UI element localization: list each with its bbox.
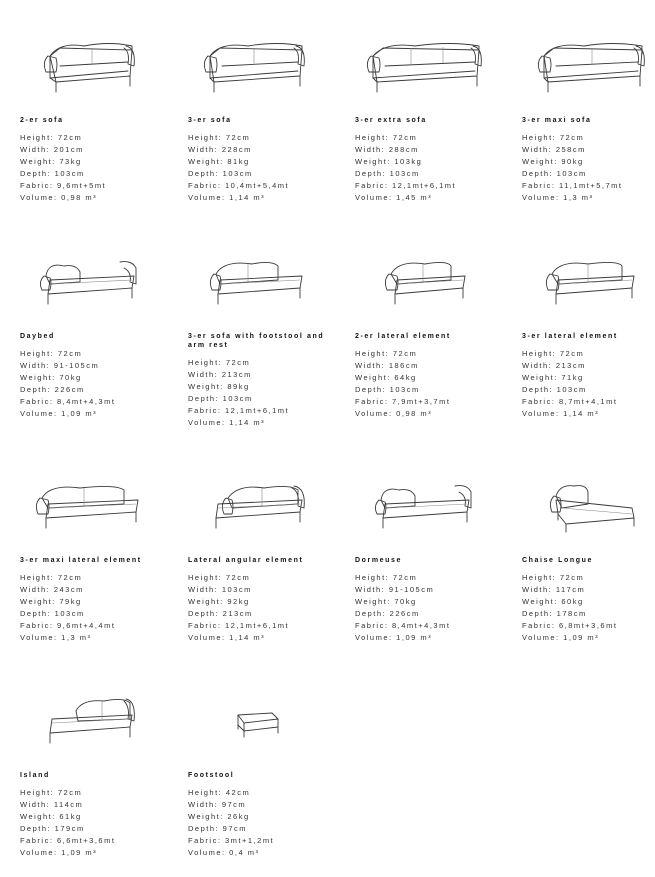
product-title: 2-er lateral element bbox=[355, 333, 451, 340]
chaise-longue-icon bbox=[522, 478, 655, 553]
spec-weight: Weight: 92kg bbox=[188, 597, 250, 607]
spec-depth: Depth: 97cm bbox=[188, 824, 248, 834]
spec-volume: Volume: 1,09 m³ bbox=[20, 848, 98, 858]
spec-weight: Weight: 64kg bbox=[355, 373, 417, 383]
spec-height: Height: 72cm bbox=[20, 133, 83, 142]
spec-fabric: Fabric: 8,4mt+4,3mt bbox=[20, 397, 116, 407]
spec-volume: Volume: 1,3 m³ bbox=[522, 193, 594, 203]
daybed-icon bbox=[20, 254, 155, 329]
spec-weight: Weight: 61kg bbox=[20, 812, 82, 822]
spec-volume: Volume: 1,09 m³ bbox=[522, 633, 600, 643]
spec-volume: Volume: 0,98 m³ bbox=[355, 409, 433, 419]
spec-depth: Depth: 213cm bbox=[188, 609, 253, 619]
spec-weight: Weight: 70kg bbox=[355, 597, 417, 607]
product-title: Lateral angular element bbox=[188, 557, 304, 564]
spec-width: Width: 228cm bbox=[188, 145, 252, 155]
spec-height: Height: 72cm bbox=[188, 133, 251, 142]
product-title: Island bbox=[20, 772, 50, 779]
product-title: 3-er maxi lateral element bbox=[20, 557, 142, 564]
spec-volume: Volume: 1,14 m³ bbox=[188, 193, 266, 203]
spec-volume: Volume: 0,98 m³ bbox=[20, 193, 98, 203]
spec-depth: Depth: 103cm bbox=[20, 169, 85, 179]
spec-width: Width: 258cm bbox=[522, 145, 586, 155]
product-title: 2-er sofa bbox=[20, 117, 64, 124]
lateral-angular-icon bbox=[188, 478, 323, 553]
spec-height: Height: 72cm bbox=[20, 788, 83, 797]
spec-height: Height: 72cm bbox=[188, 573, 251, 582]
spec-width: Width: 186cm bbox=[355, 361, 419, 371]
product-title: Daybed bbox=[20, 333, 55, 340]
island-icon bbox=[20, 693, 155, 768]
spec-width: Width: 288cm bbox=[355, 145, 419, 155]
product-title: 3-er sofa with footstool and arm rest bbox=[188, 333, 325, 349]
spec-width: Width: 117cm bbox=[522, 585, 586, 595]
spec-height: Height: 72cm bbox=[355, 133, 418, 142]
spec-volume: Volume: 1,3 m³ bbox=[20, 633, 92, 643]
spec-width: Width: 213cm bbox=[188, 370, 252, 380]
product-title: Dormeuse bbox=[355, 557, 403, 564]
spec-depth: Depth: 103cm bbox=[355, 385, 420, 395]
spec-weight: Weight: 73kg bbox=[20, 157, 82, 167]
spec-fabric: Fabric: 6,6mt+3,6mt bbox=[20, 836, 116, 846]
product-title: Footstool bbox=[188, 772, 235, 779]
spec-volume: Volume: 1,14 m³ bbox=[188, 418, 266, 428]
product-title: 3-er extra sofa bbox=[355, 117, 427, 124]
sofa-3er-extra-icon bbox=[355, 38, 490, 113]
spec-fabric: Fabric: 12,1mt+6,1mt bbox=[188, 406, 290, 416]
spec-fabric: Fabric: 8,4mt+4,3mt bbox=[355, 621, 451, 631]
spec-depth: Depth: 178cm bbox=[522, 609, 587, 619]
spec-height: Height: 72cm bbox=[522, 349, 585, 358]
spec-fabric: Fabric: 8,7mt+4,1mt bbox=[522, 397, 618, 407]
spec-depth: Depth: 226cm bbox=[355, 609, 420, 619]
spec-volume: Volume: 1,45 m³ bbox=[355, 193, 433, 203]
sofa-footstool-armrest-icon bbox=[188, 254, 323, 329]
spec-volume: Volume: 1,14 m³ bbox=[522, 409, 600, 419]
spec-fabric: Fabric: 3mt+1,2mt bbox=[188, 836, 275, 846]
spec-height: Height: 72cm bbox=[20, 349, 83, 358]
spec-width: Width: 201cm bbox=[20, 145, 84, 155]
lateral-3er-maxi-icon bbox=[20, 478, 155, 553]
spec-weight: Weight: 89kg bbox=[188, 382, 250, 392]
spec-height: Height: 72cm bbox=[188, 358, 251, 367]
spec-depth: Depth: 103cm bbox=[20, 609, 85, 619]
spec-height: Height: 42cm bbox=[188, 788, 251, 797]
spec-depth: Depth: 226cm bbox=[20, 385, 85, 395]
spec-width: Width: 91-105cm bbox=[20, 361, 100, 371]
product-title: 3-er maxi sofa bbox=[522, 117, 592, 124]
spec-height: Height: 72cm bbox=[355, 349, 418, 358]
spec-weight: Weight: 26kg bbox=[188, 812, 250, 822]
spec-fabric: Fabric: 9,6mt+5mt bbox=[20, 181, 107, 191]
spec-fabric: Fabric: 7,9mt+3,7mt bbox=[355, 397, 451, 407]
product-title: 3-er lateral element bbox=[522, 333, 618, 340]
spec-width: Width: 91-105cm bbox=[355, 585, 435, 595]
sofa-2er-icon bbox=[20, 38, 155, 113]
dormeuse-icon bbox=[355, 478, 490, 553]
spec-width: Width: 114cm bbox=[20, 800, 84, 810]
spec-volume: Volume: 1,14 m³ bbox=[188, 633, 266, 643]
spec-volume: Volume: 1,09 m³ bbox=[355, 633, 433, 643]
spec-depth: Depth: 103cm bbox=[188, 169, 253, 179]
spec-weight: Weight: 60kg bbox=[522, 597, 584, 607]
spec-depth: Depth: 103cm bbox=[188, 394, 253, 404]
spec-width: Width: 213cm bbox=[522, 361, 586, 371]
sofa-3er-maxi-icon bbox=[522, 38, 655, 113]
spec-weight: Weight: 71kg bbox=[522, 373, 584, 383]
spec-weight: Weight: 103kg bbox=[355, 157, 423, 167]
spec-height: Height: 72cm bbox=[522, 133, 585, 142]
spec-weight: Weight: 90kg bbox=[522, 157, 584, 167]
product-title: Chaise Longue bbox=[522, 557, 593, 564]
spec-fabric: Fabric: 12,1mt+6,1mt bbox=[188, 621, 290, 631]
spec-width: Width: 243cm bbox=[20, 585, 84, 595]
spec-depth: Depth: 103cm bbox=[355, 169, 420, 179]
spec-depth: Depth: 103cm bbox=[522, 169, 587, 179]
spec-weight: Weight: 81kg bbox=[188, 157, 250, 167]
spec-height: Height: 72cm bbox=[355, 573, 418, 582]
spec-fabric: Fabric: 6,8mt+3,6mt bbox=[522, 621, 618, 631]
sofa-3er-icon bbox=[188, 38, 323, 113]
spec-width: Width: 97cm bbox=[188, 800, 247, 810]
spec-weight: Weight: 79kg bbox=[20, 597, 82, 607]
spec-volume: Volume: 0,4 m³ bbox=[188, 848, 260, 858]
spec-width: Width: 103cm bbox=[188, 585, 252, 595]
spec-depth: Depth: 179cm bbox=[20, 824, 85, 834]
lateral-3er-icon bbox=[522, 254, 655, 329]
spec-height: Height: 72cm bbox=[20, 573, 83, 582]
footstool-icon bbox=[188, 693, 323, 768]
spec-volume: Volume: 1,09 m³ bbox=[20, 409, 98, 419]
lateral-2er-icon bbox=[355, 254, 490, 329]
spec-fabric: Fabric: 9,6mt+4,4mt bbox=[20, 621, 116, 631]
spec-fabric: Fabric: 10,4mt+5,4mt bbox=[188, 181, 290, 191]
spec-weight: Weight: 70kg bbox=[20, 373, 82, 383]
spec-fabric: Fabric: 12,1mt+6,1mt bbox=[355, 181, 457, 191]
product-title: 3-er sofa bbox=[188, 117, 232, 124]
spec-fabric: Fabric: 11,1mt+5,7mt bbox=[522, 181, 623, 191]
spec-height: Height: 72cm bbox=[522, 573, 585, 582]
spec-depth: Depth: 103cm bbox=[522, 385, 587, 395]
